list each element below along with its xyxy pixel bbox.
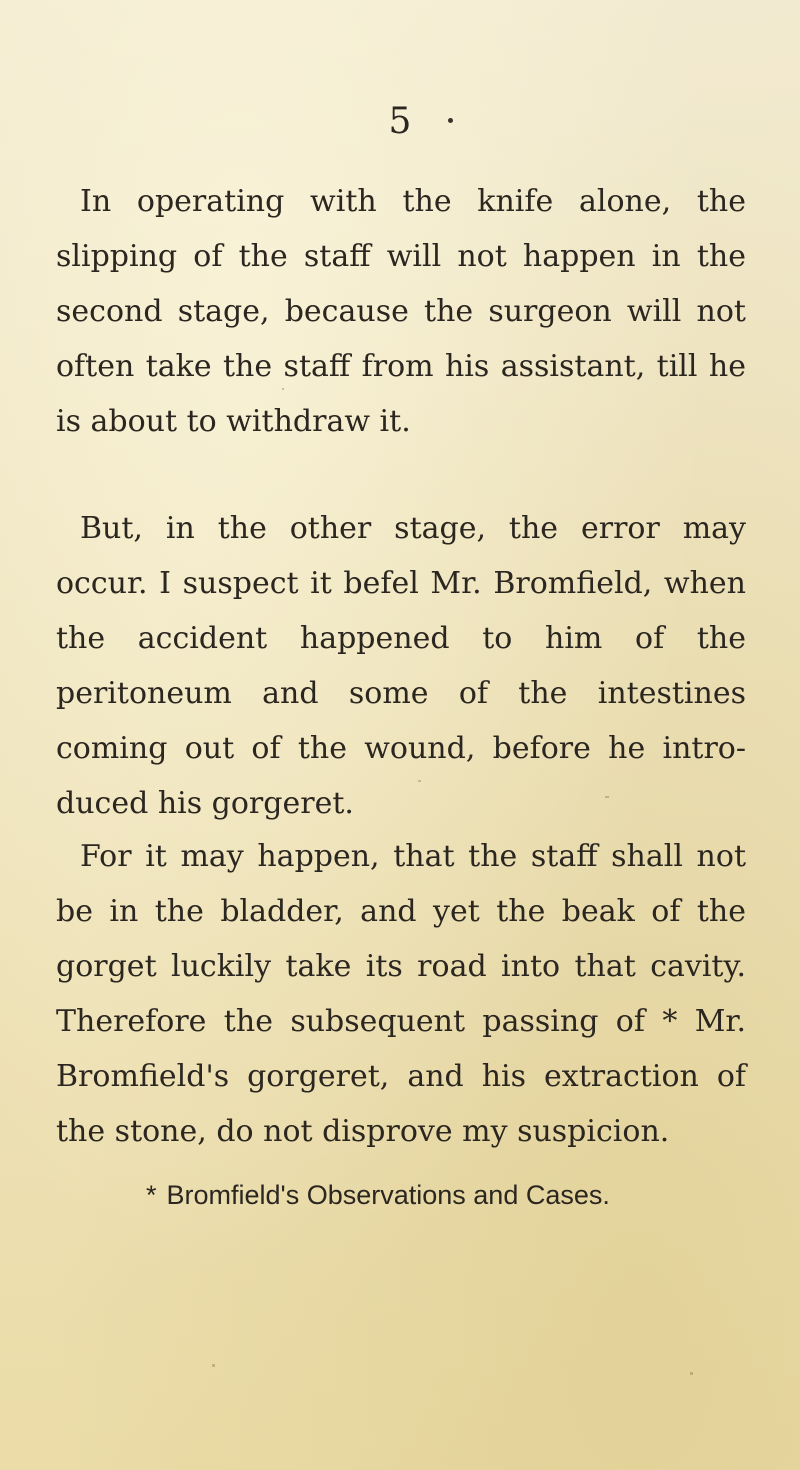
- footnote-text: Bromfield's Observations and Cases.: [166, 1180, 610, 1210]
- paper-speck: [690, 1372, 693, 1375]
- paper-speck: [282, 388, 284, 390]
- footnote-marker: *: [146, 1180, 157, 1210]
- paragraph-1: In operating with the knife alone, the slipping of the staff will not happen in the second stage, because the surgeon will not often take the staff from his assistant, till he is about to withdraw it.: [56, 184, 746, 439]
- paragraph-2: But, in the other stage, the error may occur. I suspect it befel Mr. Bromfield, when the accident happened to him of the peritoneum and some of the intestines coming out of the wound, before he intro- duced his gorgeret.: [56, 511, 746, 821]
- footnote: [146, 1178, 746, 1212]
- paper-speck: [418, 780, 421, 782]
- paper-speck: [605, 796, 609, 798]
- paragraph-3: For it may happen, that the staff shall not be in the bladder, and yet the beak of the gorget luckily take its road into that cavity. Therefore the subsequent passing of * Mr. Bromfield's gorgeret, and his extraction of the stone, do not disprove my suspicion.: [56, 839, 746, 1149]
- page-number-dot: [448, 118, 453, 123]
- page-number: 5: [388, 101, 412, 142]
- paper-speck: [212, 1364, 215, 1367]
